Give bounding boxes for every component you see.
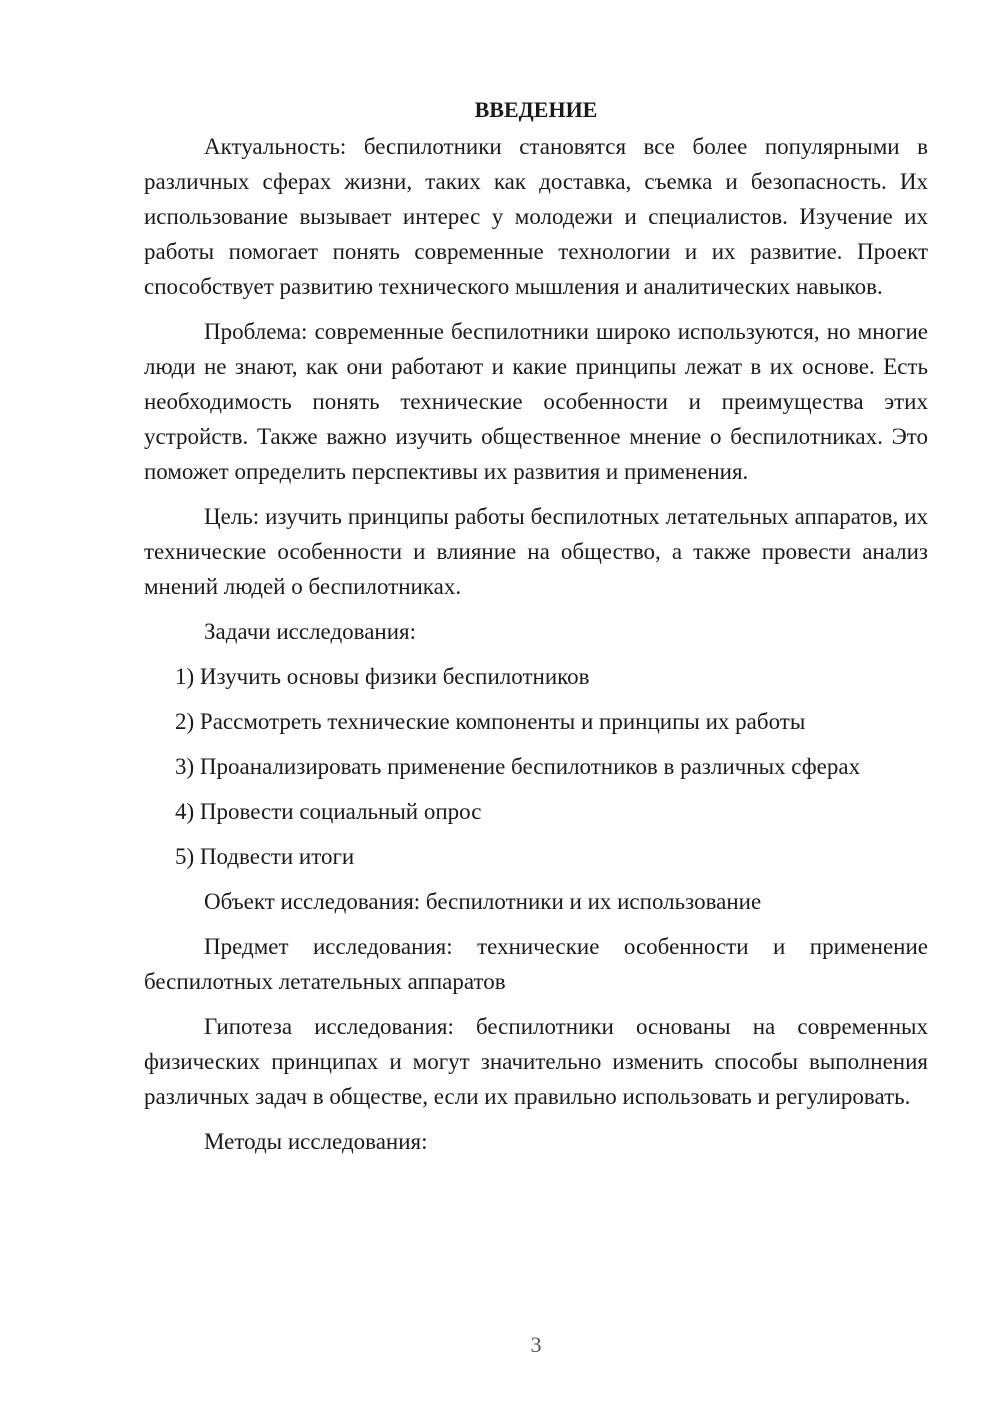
relevance-paragraph: Актуальность: беспилотники становятся все более популярными в различных сферах жизни, таких как доставка, съемка и безопасность. Их использование вызывает интерес у молодежи и специалистов. Изучение их работы помогает понять современные технологии и их развитие. Проект способствует развитию технического мышления и аналитических навыков. — [144, 134, 928, 299]
task-item-1: 1) Изучить основы физики беспилотников — [175, 664, 590, 689]
task-item-4: 4) Провести социальный опрос — [175, 799, 482, 824]
methods-heading: Методы исследования: — [204, 1129, 428, 1154]
task-item-5: 5) Подвести итоги — [175, 844, 355, 869]
subject-paragraph: Предмет исследования: технические особенности и применение беспилотных летательных аппаратов — [144, 934, 928, 994]
problem-paragraph: Проблема: современные беспилотники широко используются, но многие люди не знают, как они работают и какие принципы лежат в их основе. Есть необходимость понять технические особенности и преимущества этих устройств. Также важно изучить общественное мнение о беспилотниках. Это поможет определить перспективы их развития и применения. — [144, 319, 928, 484]
task-item-2: 2) Рассмотреть технические компоненты и принципы их работы — [175, 709, 806, 734]
page-title: ВВЕДЕНИЕ — [474, 97, 598, 122]
task-item-3: 3) Проанализировать применение беспилотников в различных сферах — [175, 754, 861, 779]
hypothesis-paragraph: Гипотеза исследования: беспилотники основаны на современных физических принципах и могут значительно изменить способы выполнения различных задач в обществе, если их правильно использовать и регулировать. — [144, 1014, 928, 1109]
goal-paragraph: Цель: изучить принципы работы беспилотных летательных аппаратов, их технические особенности и влияние на общество, а также провести анализ мнений людей о беспилотниках. — [144, 504, 928, 599]
page-number: 3 — [530, 1332, 542, 1357]
tasks-heading: Задачи исследования: — [204, 619, 417, 644]
tasks-list — [144, 659, 928, 874]
page-content — [144, 92, 928, 1169]
object-paragraph: Объект исследования: беспилотники и их использование — [204, 889, 762, 914]
